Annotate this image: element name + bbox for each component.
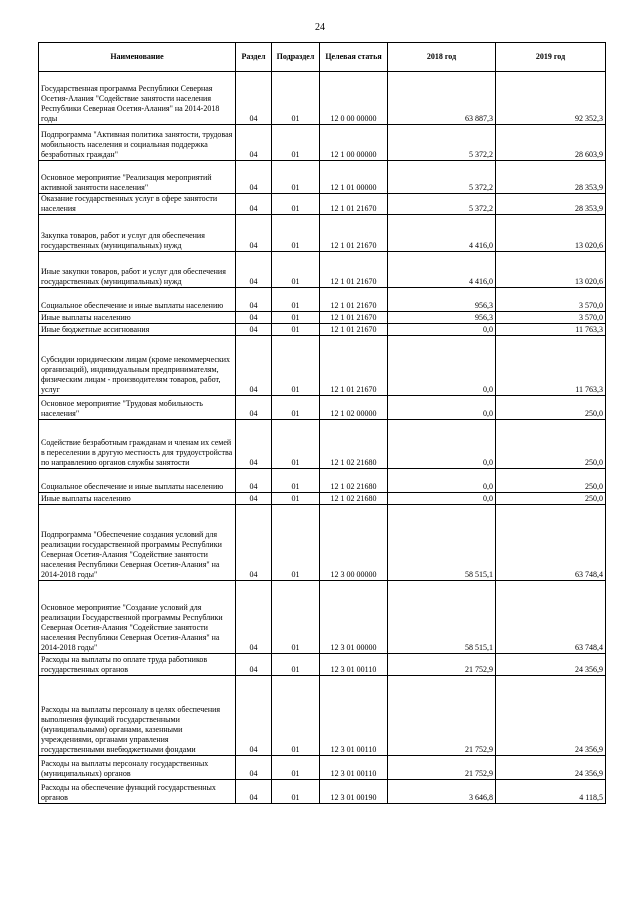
cell-name: Закупка товаров, работ и услуг для обеспечения государственных (муниципальных) нужд bbox=[39, 215, 236, 252]
cell-subsection: 01 bbox=[272, 581, 320, 654]
cell-name: Оказание государственных услуг в сфере занятости населения bbox=[39, 194, 236, 215]
cell-name: Иные выплаты населению bbox=[39, 493, 236, 505]
cell-section: 04 bbox=[236, 336, 272, 396]
table-header-row bbox=[39, 43, 606, 72]
cell-y2019: 24 356,9 bbox=[496, 756, 606, 780]
table-row bbox=[39, 581, 606, 654]
cell-subsection: 01 bbox=[272, 396, 320, 420]
cell-target: 12 0 00 00000 bbox=[320, 72, 388, 125]
header-2019: 2019 год bbox=[496, 43, 606, 72]
table-row bbox=[39, 125, 606, 161]
cell-subsection: 01 bbox=[272, 780, 320, 804]
cell-y2018: 58 515,1 bbox=[388, 581, 496, 654]
table-row bbox=[39, 654, 606, 676]
cell-y2018: 63 887,3 bbox=[388, 72, 496, 125]
cell-subsection: 01 bbox=[272, 493, 320, 505]
cell-y2018: 0,0 bbox=[388, 336, 496, 396]
cell-subsection: 01 bbox=[272, 72, 320, 125]
table-row bbox=[39, 336, 606, 396]
cell-subsection: 01 bbox=[272, 676, 320, 756]
table-row bbox=[39, 194, 606, 215]
cell-y2019: 3 570,0 bbox=[496, 312, 606, 324]
cell-section: 04 bbox=[236, 505, 272, 581]
cell-target: 12 3 01 00110 bbox=[320, 756, 388, 780]
cell-y2019: 92 352,3 bbox=[496, 72, 606, 125]
cell-section: 04 bbox=[236, 215, 272, 252]
cell-target: 12 3 01 00190 bbox=[320, 780, 388, 804]
cell-y2019: 13 020,6 bbox=[496, 252, 606, 288]
cell-target: 12 1 01 21670 bbox=[320, 312, 388, 324]
cell-target: 12 1 01 21670 bbox=[320, 215, 388, 252]
cell-target: 12 1 01 21670 bbox=[320, 194, 388, 215]
table-row bbox=[39, 312, 606, 324]
cell-section: 04 bbox=[236, 252, 272, 288]
table-row bbox=[39, 215, 606, 252]
cell-subsection: 01 bbox=[272, 505, 320, 581]
cell-section: 04 bbox=[236, 288, 272, 312]
cell-subsection: 01 bbox=[272, 654, 320, 676]
cell-y2018: 0,0 bbox=[388, 493, 496, 505]
cell-subsection: 01 bbox=[272, 161, 320, 194]
table-row bbox=[39, 756, 606, 780]
cell-y2019: 24 356,9 bbox=[496, 654, 606, 676]
table-row bbox=[39, 72, 606, 125]
cell-target: 12 1 02 21680 bbox=[320, 469, 388, 493]
cell-y2018: 5 372,2 bbox=[388, 194, 496, 215]
page-number: 24 bbox=[315, 22, 325, 33]
header-name: Наименование bbox=[39, 43, 236, 72]
cell-section: 04 bbox=[236, 756, 272, 780]
cell-y2019: 24 356,9 bbox=[496, 676, 606, 756]
cell-subsection: 01 bbox=[272, 420, 320, 469]
cell-y2018: 0,0 bbox=[388, 396, 496, 420]
cell-name: Основное мероприятие "Реализация мероприятий активной занятости населения" bbox=[39, 161, 236, 194]
cell-target: 12 3 00 00000 bbox=[320, 505, 388, 581]
cell-name: Основное мероприятие "Создание условий для реализации Государственной программы Республики Северная Осетия-Алания "Содействие занятости населения Республики Северная Осетия-Алания" на 2014-2018 годы" bbox=[39, 581, 236, 654]
table-row bbox=[39, 420, 606, 469]
cell-y2019: 250,0 bbox=[496, 420, 606, 469]
cell-name: Социальное обеспечение и иные выплаты населению bbox=[39, 288, 236, 312]
cell-y2019: 3 570,0 bbox=[496, 288, 606, 312]
cell-subsection: 01 bbox=[272, 288, 320, 312]
cell-y2018: 58 515,1 bbox=[388, 505, 496, 581]
cell-y2019: 63 748,4 bbox=[496, 581, 606, 654]
table-row bbox=[39, 396, 606, 420]
table-row bbox=[39, 469, 606, 493]
table-row bbox=[39, 676, 606, 756]
budget-table bbox=[38, 42, 606, 804]
cell-y2018: 0,0 bbox=[388, 324, 496, 336]
cell-name: Иные выплаты населению bbox=[39, 312, 236, 324]
cell-target: 12 1 01 00000 bbox=[320, 161, 388, 194]
cell-section: 04 bbox=[236, 161, 272, 194]
cell-name: Расходы на выплаты персоналу государственных (муниципальных) органов bbox=[39, 756, 236, 780]
cell-y2019: 28 353,9 bbox=[496, 194, 606, 215]
cell-y2019: 28 603,9 bbox=[496, 125, 606, 161]
cell-target: 12 1 00 00000 bbox=[320, 125, 388, 161]
cell-y2019: 250,0 bbox=[496, 469, 606, 493]
cell-y2018: 21 752,9 bbox=[388, 654, 496, 676]
header-section: Раздел bbox=[236, 43, 272, 72]
cell-subsection: 01 bbox=[272, 194, 320, 215]
cell-y2018: 21 752,9 bbox=[388, 756, 496, 780]
cell-subsection: 01 bbox=[272, 252, 320, 288]
cell-y2018: 956,3 bbox=[388, 288, 496, 312]
cell-y2019: 63 748,4 bbox=[496, 505, 606, 581]
cell-section: 04 bbox=[236, 780, 272, 804]
cell-target: 12 1 01 21670 bbox=[320, 252, 388, 288]
cell-target: 12 1 01 21670 bbox=[320, 288, 388, 312]
cell-name: Государственная программа Республики Северная Осетия-Алания "Содействие занятости населения Республики Северная Осетия-Алания" на 2014-2018 годы bbox=[39, 72, 236, 125]
cell-y2018: 5 372,2 bbox=[388, 125, 496, 161]
cell-section: 04 bbox=[236, 312, 272, 324]
cell-y2018: 5 372,2 bbox=[388, 161, 496, 194]
cell-section: 04 bbox=[236, 469, 272, 493]
cell-y2018: 3 646,8 bbox=[388, 780, 496, 804]
cell-y2019: 250,0 bbox=[496, 396, 606, 420]
cell-section: 04 bbox=[236, 654, 272, 676]
table-row bbox=[39, 288, 606, 312]
cell-section: 04 bbox=[236, 420, 272, 469]
table-row bbox=[39, 161, 606, 194]
cell-target: 12 3 01 00110 bbox=[320, 676, 388, 756]
cell-target: 12 1 02 21680 bbox=[320, 493, 388, 505]
cell-target: 12 1 02 00000 bbox=[320, 396, 388, 420]
cell-y2019: 13 020,6 bbox=[496, 215, 606, 252]
table-row bbox=[39, 505, 606, 581]
cell-y2019: 11 763,3 bbox=[496, 336, 606, 396]
cell-target: 12 1 02 21680 bbox=[320, 420, 388, 469]
cell-y2018: 4 416,0 bbox=[388, 215, 496, 252]
cell-target: 12 1 01 21670 bbox=[320, 336, 388, 396]
cell-name: Расходы на выплаты персоналу в целях обеспечения выполнения функций государственными (муниципальными) органами, казенными учреждениями, органами управления государственными внебюджетными фондами bbox=[39, 676, 236, 756]
table-row bbox=[39, 493, 606, 505]
cell-target: 12 3 01 00000 bbox=[320, 581, 388, 654]
cell-name: Иные закупки товаров, работ и услуг для обеспечения государственных (муниципальных) нужд bbox=[39, 252, 236, 288]
cell-name: Расходы на выплаты по оплате труда работников государственных органов bbox=[39, 654, 236, 676]
cell-target: 12 3 01 00110 bbox=[320, 654, 388, 676]
cell-y2018: 4 416,0 bbox=[388, 252, 496, 288]
cell-section: 04 bbox=[236, 324, 272, 336]
table-row bbox=[39, 252, 606, 288]
cell-name: Расходы на обеспечение функций государственных органов bbox=[39, 780, 236, 804]
cell-subsection: 01 bbox=[272, 324, 320, 336]
header-target: Целевая статья bbox=[320, 43, 388, 72]
cell-y2018: 956,3 bbox=[388, 312, 496, 324]
cell-subsection: 01 bbox=[272, 336, 320, 396]
cell-y2018: 0,0 bbox=[388, 420, 496, 469]
cell-name: Подпрограмма "Обеспечение создания условий для реализации государственной программы Республики Северная Осетия-Алания "Содействие занятости населения Республики Северная Осетия-Алания" на 2014-2018 годы" bbox=[39, 505, 236, 581]
cell-y2019: 11 763,3 bbox=[496, 324, 606, 336]
cell-name: Иные бюджетные ассигнования bbox=[39, 324, 236, 336]
table-row bbox=[39, 324, 606, 336]
cell-subsection: 01 bbox=[272, 756, 320, 780]
header-2018: 2018 год bbox=[388, 43, 496, 72]
cell-y2019: 28 353,9 bbox=[496, 161, 606, 194]
cell-y2019: 4 118,5 bbox=[496, 780, 606, 804]
cell-name: Основное мероприятие "Трудовая мобильность населения" bbox=[39, 396, 236, 420]
table-row bbox=[39, 780, 606, 804]
cell-subsection: 01 bbox=[272, 215, 320, 252]
cell-y2018: 0,0 bbox=[388, 469, 496, 493]
cell-subsection: 01 bbox=[272, 469, 320, 493]
cell-name: Подпрограмма "Активная политика занятости, трудовая мобильность населения и социальная поддержка безработных граждан" bbox=[39, 125, 236, 161]
cell-section: 04 bbox=[236, 125, 272, 161]
cell-subsection: 01 bbox=[272, 125, 320, 161]
cell-subsection: 01 bbox=[272, 312, 320, 324]
cell-y2019: 250,0 bbox=[496, 493, 606, 505]
header-subsection: Подраздел bbox=[272, 43, 320, 72]
cell-section: 04 bbox=[236, 194, 272, 215]
cell-name: Субсидии юридическим лицам (кроме некоммерческих организаций), индивидуальным предпринимателям, физическим лицам - производителям товаров, работ, услуг bbox=[39, 336, 236, 396]
cell-name: Содействие безработным гражданам и членам их семей в переселении в другую местность для трудоустройства по направлению органов службы занятости bbox=[39, 420, 236, 469]
cell-section: 04 bbox=[236, 493, 272, 505]
cell-section: 04 bbox=[236, 676, 272, 756]
cell-target: 12 1 01 21670 bbox=[320, 324, 388, 336]
cell-section: 04 bbox=[236, 396, 272, 420]
cell-section: 04 bbox=[236, 72, 272, 125]
cell-section: 04 bbox=[236, 581, 272, 654]
cell-y2018: 21 752,9 bbox=[388, 676, 496, 756]
cell-name: Социальное обеспечение и иные выплаты населению bbox=[39, 469, 236, 493]
